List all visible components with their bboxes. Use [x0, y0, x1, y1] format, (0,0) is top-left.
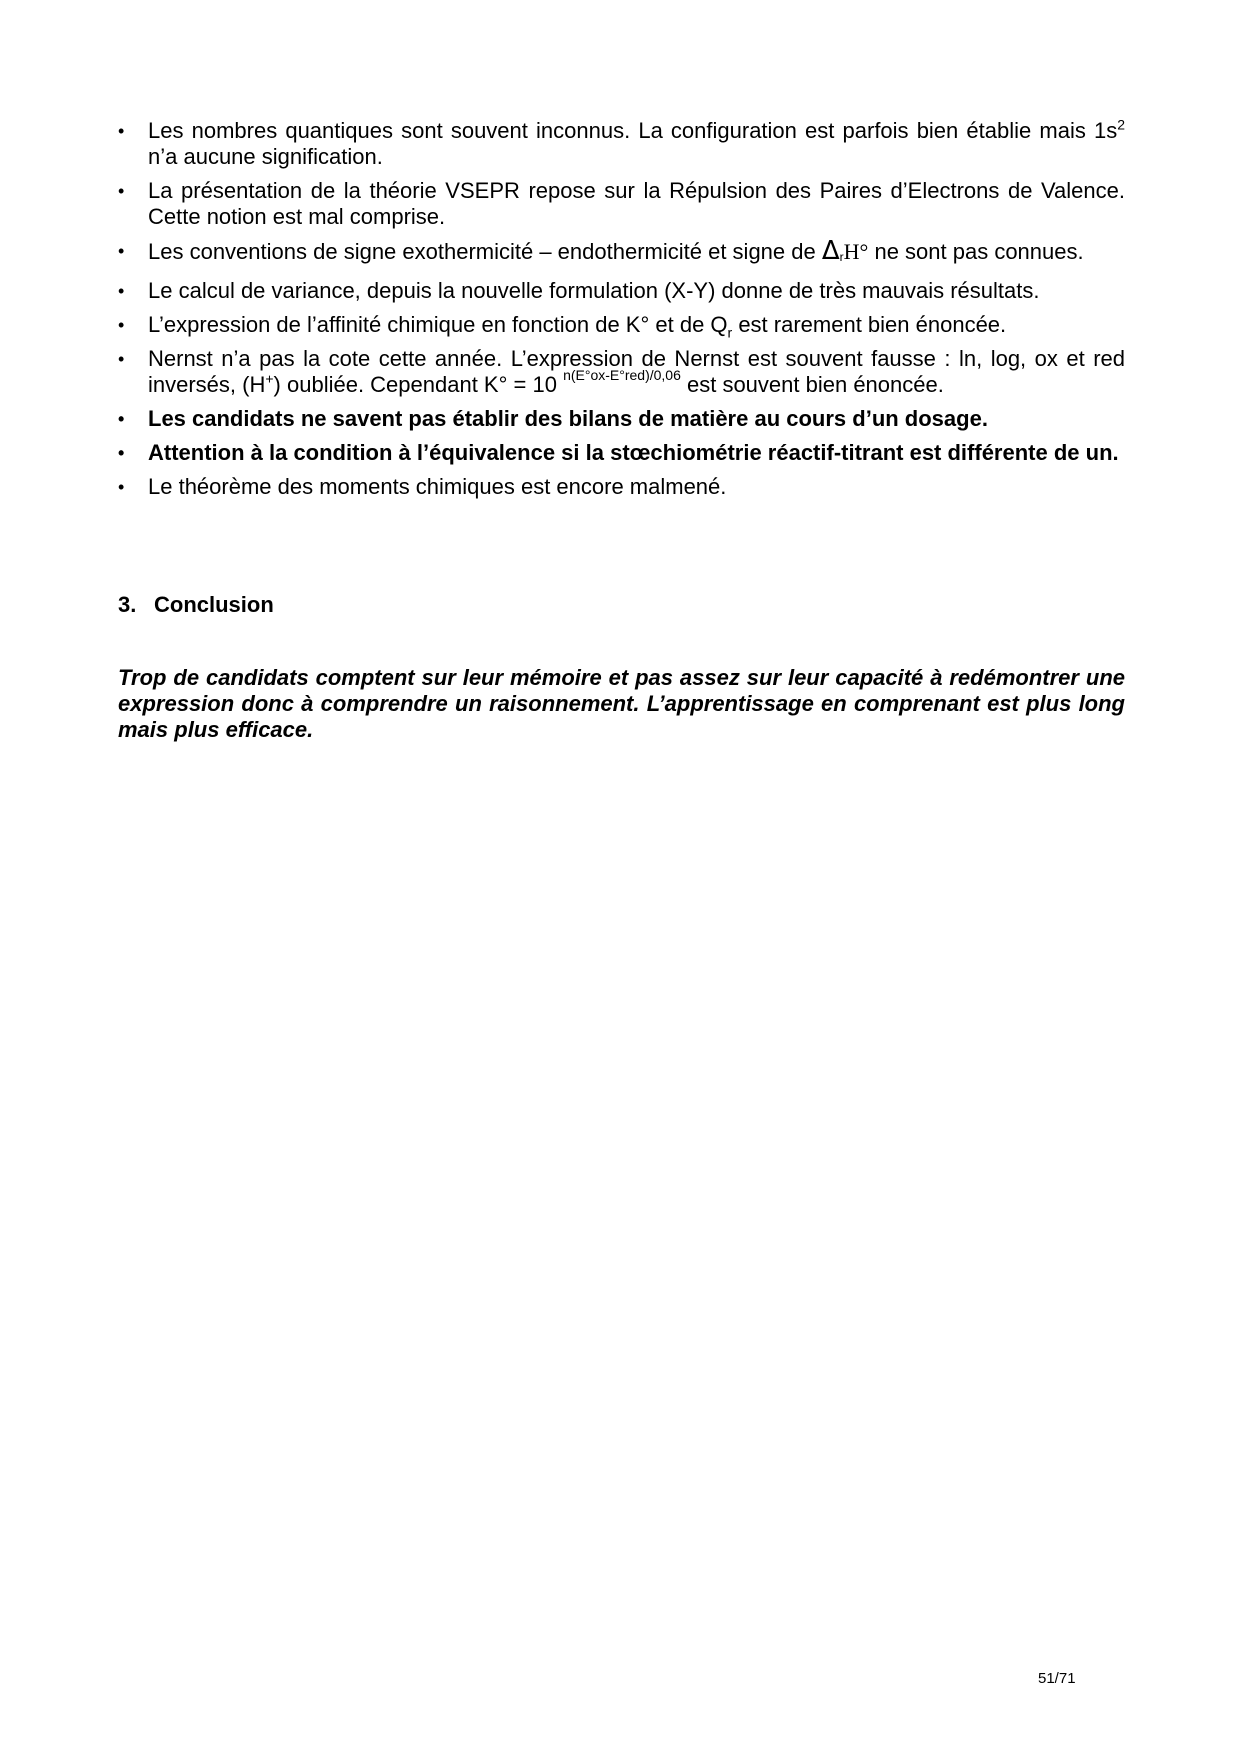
list-item: [118, 238, 1125, 270]
item-text: Les nombres quantiques sont souvent inconnus. La configuration est parfois bien établie mais 1s: [148, 118, 1118, 143]
item-text: La présentation de la théorie VSEPR repose sur la Répulsion des Paires d’Electrons de Valence. Cette notion est mal comprise.: [148, 178, 1125, 229]
subscript: r: [727, 324, 733, 341]
item-text: L’expression de l’affinité chimique en fonction de K° et de Q: [148, 312, 728, 337]
item-text: ne sont pas connues.: [868, 239, 1084, 264]
item-text: ) oubliée. Cependant K° = 10: [273, 372, 564, 397]
list-item: [118, 346, 1125, 398]
list-item: [118, 440, 1125, 466]
list-item: [118, 406, 1125, 432]
bullet-icon: •: [118, 241, 125, 261]
delta-symbol: Δ: [821, 236, 840, 266]
item-text: Attention à la condition à l’équivalence si la stœchiométrie réactif-titrant est différente de un.: [148, 440, 1119, 465]
conclusion-paragraph: Trop de candidats comptent sur leur mémoire et pas assez sur leur capacité à redémontrer une expression donc à comprendre un raisonnement. L’apprentissage en comprenant est plus long mais plus efficace.: [118, 665, 1125, 742]
item-text: est souvent bien énoncée.: [680, 372, 944, 397]
superscript: +: [265, 370, 274, 387]
bullet-icon: •: [118, 281, 125, 301]
bullet-icon: •: [118, 409, 125, 429]
bullet-icon: •: [118, 477, 125, 497]
section-title: Conclusion: [154, 592, 274, 617]
bullet-icon: •: [118, 349, 125, 369]
item-text: Les candidats ne savent pas établir des bilans de matière au cours d’un dosage.: [148, 406, 988, 431]
page-number: 51/71: [1038, 1670, 1076, 1687]
list-item: [118, 278, 1125, 304]
bullet-icon: •: [118, 121, 125, 141]
list-item: [118, 178, 1125, 230]
exponent: n(E°ox-E°red)/0,06: [563, 366, 681, 383]
item-text: n’a aucune signification.: [148, 144, 383, 169]
superscript: 2: [1117, 116, 1125, 133]
section-heading: [118, 592, 274, 618]
bullet-icon: •: [118, 315, 125, 335]
list-item: [118, 312, 1125, 341]
list-item: [118, 118, 1125, 170]
enthalpy-symbol: H°: [843, 239, 869, 264]
item-text: Le calcul de variance, depuis la nouvelle formulation (X-Y) donne de très mauvais résultats.: [148, 278, 1040, 303]
section-number: 3.: [118, 592, 137, 617]
list-item: [118, 474, 1125, 500]
bullet-icon: •: [118, 181, 125, 201]
item-text: Le théorème des moments chimiques est encore malmené.: [148, 474, 727, 499]
bullet-icon: •: [118, 443, 125, 463]
item-text: Nernst n’a pas la cote cette année. L’expression de Nernst est souvent fausse : ln, log, ox et red inversés, (H: [148, 346, 1125, 397]
remarks-list: [118, 118, 1125, 508]
subscript: r: [839, 250, 844, 264]
item-text: est rarement bien énoncée.: [732, 312, 1007, 337]
item-text: Les conventions de signe exothermicité – endothermicité et signe de: [148, 239, 822, 264]
